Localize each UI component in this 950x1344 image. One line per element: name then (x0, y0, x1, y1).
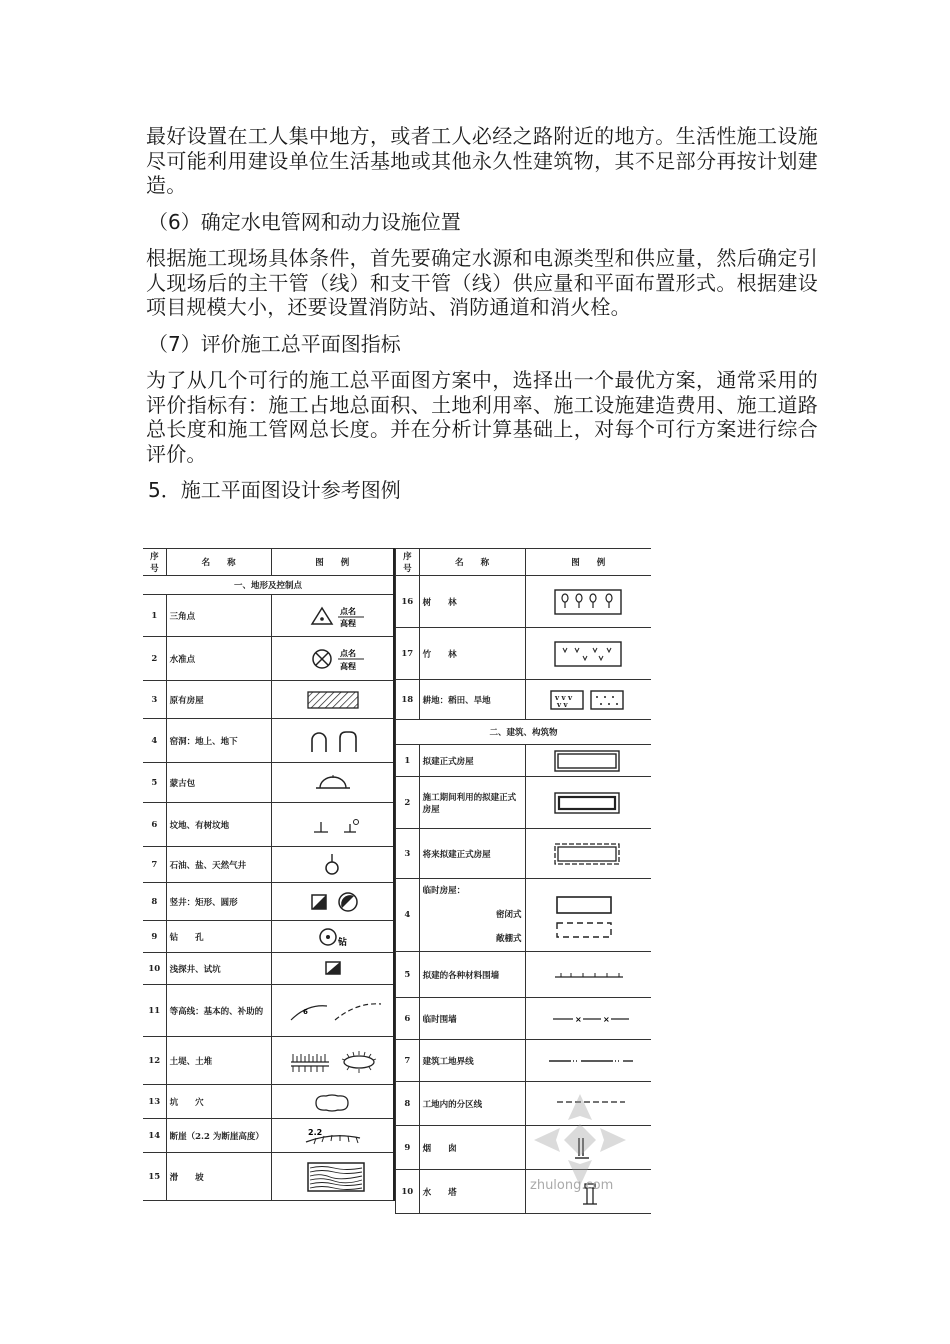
embankment-icon (277, 1044, 387, 1078)
table-row: 2 水准点 点名 高程 (143, 637, 394, 681)
svg-text:点名: 点名 (340, 606, 357, 616)
svg-text:v v: v v (557, 699, 568, 709)
table-row: 18 耕地：稻田、旱地 v v v v v (396, 680, 652, 720)
existing-house-icon (282, 687, 382, 713)
legend-table-left (143, 548, 395, 1201)
legend-table-right: 序号 名 称 图 例 16 树 林 17 竹 林 18 耕地：稻田、旱地 v v v v v 二、建筑、构筑物 1 拟建正式房屋 2 施工期间利用的拟建正式房屋 3 将来拟建正式房屋 4 临时房屋： 密闭式 敞棚式 5 拟建的各种材料围墙 6 临时围墙 × × 7 建筑工地界线 8 工地内的分区线 9 烟 囱 10 水 塔 (395, 548, 651, 1214)
heading-water-power: （6）确定水电管网和动力设施位置 (148, 209, 461, 234)
table-row: 4 窑洞：地上、地下 (143, 719, 394, 763)
table-row: 15 滑 坡 (143, 1153, 394, 1201)
temporary-building-icon (533, 885, 643, 945)
benchmark-icon (282, 643, 382, 675)
shaft-icon (282, 887, 382, 917)
section-terrain: 一、地形及控制点 (143, 576, 394, 595)
yurt-icon (282, 770, 382, 796)
header-symbol: 图 例 (271, 549, 394, 576)
bamboo-icon (533, 638, 643, 670)
watermark-text: zhulong.com (530, 1178, 614, 1193)
table-row: 10 浅探井、试坑 (143, 953, 394, 985)
table-row: 14 断崖（2.2 为断崖高度） 2.2 (143, 1119, 394, 1153)
table-row: 3 原有房屋 (143, 681, 394, 719)
test-pit-icon (282, 956, 382, 982)
paragraph-evaluate: 为了从几个可行的施工总平面图方案中，选择出一个最优方案，通常采用的评价指标有：施工占地总面积、土地利用率、施工设施建造费用、施工道路总长度和施工管网总长度。并在分析计算基础上，对每个可行方案进行综合评价。 (146, 368, 818, 466)
paragraph-water-power: 根据施工现场具体条件，首先要确定水源和电源类型和供应量，然后确定引人现场后的主干管（线）和支干管（线）供应量和平面布置形式。根据建设项目规模大小，还要设置消防站、消防通道和消火栓。 (146, 246, 818, 319)
borehole-icon (282, 923, 382, 951)
table-row: 9 烟 囱 (396, 1126, 652, 1170)
svg-text:v v v: v v v (555, 692, 573, 702)
planned-building-icon (533, 747, 643, 775)
table-row: 5 蒙古包 (143, 763, 394, 803)
svg-text:6: 6 (303, 1007, 309, 1016)
table-row: 1 拟建正式房屋 (396, 745, 652, 777)
table-row: 2 施工期间利用的拟建正式房屋 (396, 777, 652, 829)
section-buildings: 二、建筑、构筑物 (396, 720, 652, 745)
table-row: 9 钻 孔 钻 (143, 921, 394, 953)
header-num: 序号 (143, 549, 166, 576)
table-row: 6 坟地、有树坟地 (143, 803, 394, 847)
table-row: 8 工地内的分区线 (396, 1082, 652, 1126)
table-row: 3 将来拟建正式房屋 (396, 829, 652, 879)
header-name: 名 称 (166, 549, 271, 576)
svg-text:×: × (603, 1014, 610, 1024)
grave-icon (282, 812, 382, 838)
svg-text:高程: 高程 (340, 618, 357, 628)
site-boundary-icon (533, 1049, 643, 1073)
farmland-icon (533, 685, 643, 715)
table-row: 10 水 塔 (396, 1170, 652, 1214)
temporary-fence-icon (533, 1007, 643, 1031)
table-row: 1 三角点 点名 高程 (143, 595, 394, 637)
contour-line-icon (277, 994, 387, 1028)
cave-dwelling-icon (282, 726, 382, 756)
table-row: 4 临时房屋： 密闭式 敞棚式 (396, 879, 652, 952)
heading-legend: 5．施工平面图设计参考图例 (148, 478, 401, 502)
pit-icon (282, 1089, 382, 1115)
triangle-point-icon (282, 600, 382, 632)
future-building-icon (533, 840, 643, 868)
forest-icon (533, 586, 643, 618)
table-row: 7 石油、盐、天然气井 (143, 847, 394, 883)
material-fence-icon (533, 963, 643, 987)
svg-text:高程: 高程 (340, 661, 357, 671)
table-row: 5 拟建的各种材料围墙 (396, 952, 652, 998)
landslide-icon (282, 1159, 382, 1195)
svg-text:点名: 点名 (340, 648, 357, 658)
document-body (146, 124, 818, 503)
cliff-icon (282, 1122, 382, 1150)
svg-text:2.2: 2.2 (308, 1127, 323, 1137)
oil-well-icon (282, 850, 382, 880)
table-row: 13 坑 穴 (143, 1085, 394, 1119)
table-row: 6 临时围墙 × × (396, 998, 652, 1040)
table-row: 17 竹 林 (396, 628, 652, 680)
heading-evaluate: （7）评价施工总平面图指标 (148, 331, 401, 356)
svg-text:钻: 钻 (338, 937, 348, 948)
table-row: 11 等高线：基本的、补助的 6 (143, 985, 394, 1037)
table-row: 12 土堤、土堆 (143, 1037, 394, 1085)
table-row: 8 竖井：矩形、圆形 (143, 883, 394, 921)
used-planned-building-icon (533, 788, 643, 818)
table-row: 7 建筑工地界线 (396, 1040, 652, 1082)
table-row: 16 树 林 (396, 576, 652, 628)
paragraph-facilities: 最好设置在工人集中地方，或者工人必经之路附近的地方。生活性施工设施尽可能利用建设单位生活基地或其他永久性建筑物，其不足部分再按计划建造。 (146, 124, 818, 197)
svg-text:×: × (575, 1014, 582, 1024)
